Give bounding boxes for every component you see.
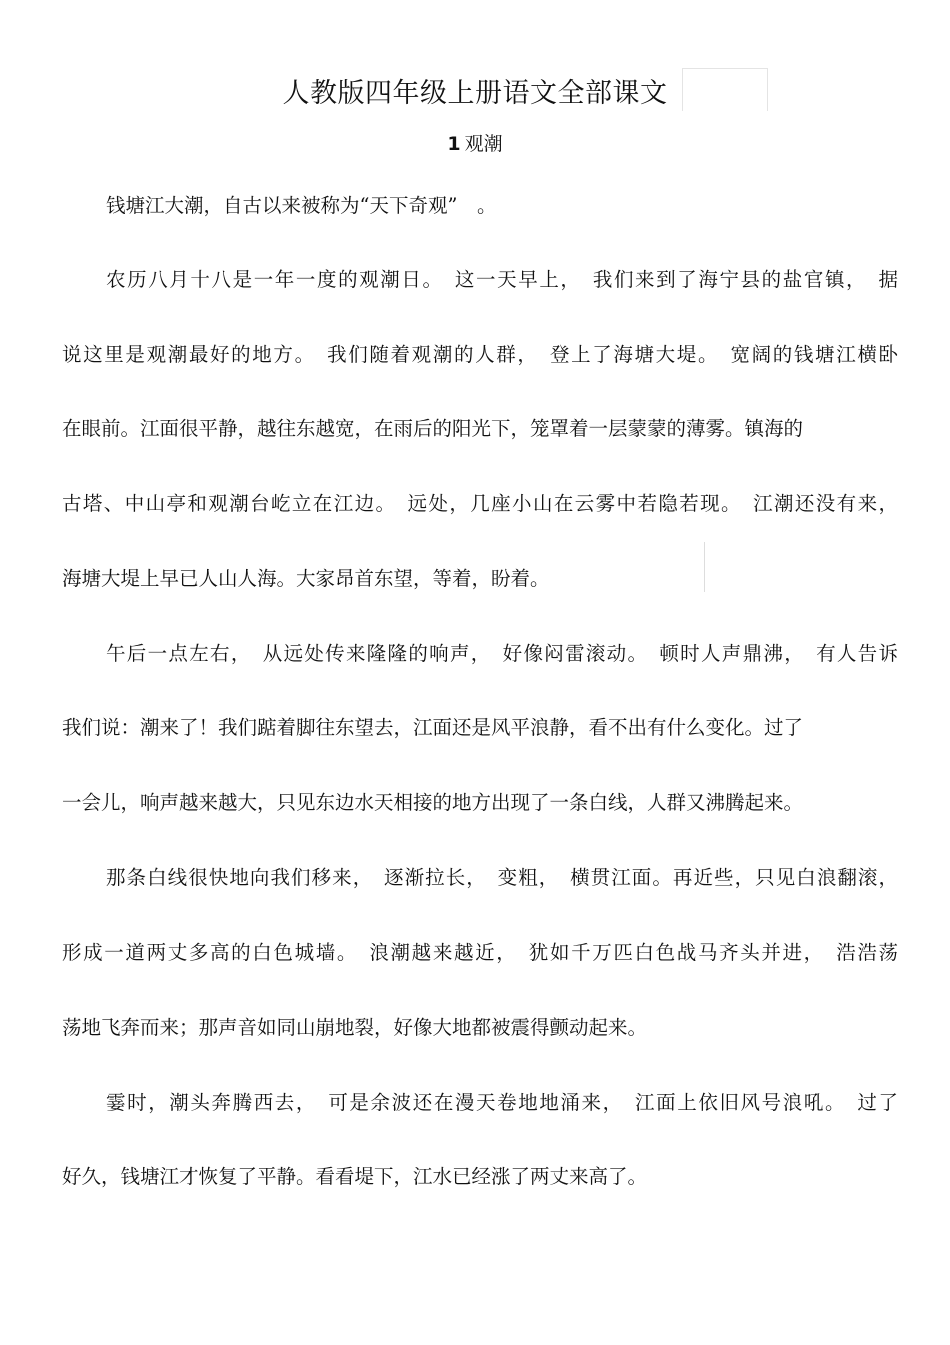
text-line: 午后一点左右， 从远处传来隆隆的响声， 好像闷雷滚动。 顿时人声鼎沸， 有人告诉: [106, 642, 898, 665]
lesson-number: 1: [447, 133, 461, 155]
lesson-name: 观潮: [464, 133, 503, 155]
page-title: 人教版四年级上册语文全部课文: [282, 78, 668, 109]
text-line: 霎时，潮头奔腾西去， 可是余波还在漫天卷地地涌来， 江面上依旧风号浪吼。 过了: [106, 1091, 898, 1114]
text-line: 我们说：潮来了！我们踮着脚往东望去，江面还是风平浪静，看不出有什么变化。过了: [62, 716, 804, 739]
text-line: 好久，钱塘江才恢复了平静。看看堤下，江水已经涨了两丈来高了。: [62, 1165, 648, 1188]
text-line: 荡地飞奔而来；那声音如同山崩地裂，好像大地都被震得颤动起来。: [62, 1016, 648, 1039]
text-line: 一会儿，响声越来越大，只见东边水天相接的地方出现了一条白线，人群又沸腾起来。: [62, 791, 804, 814]
text-line: 那条白线很快地向我们移来， 逐渐拉长， 变粗， 横贯江面。再近些，只见白浪翻滚，: [106, 866, 898, 889]
text-line: 钱塘江大潮，自古以来被称为“天下奇观” 。: [106, 194, 497, 217]
text-line: 海塘大堤上早已人山人海。大家昂首东望，等着，盼着。: [62, 567, 550, 590]
text-line: 说这里是观潮最好的地方。 我们随着观潮的人群， 登上了海塘大堤。 宽阔的钱塘江横卧: [62, 343, 898, 366]
decorative-frame: [682, 68, 768, 111]
lesson-heading: [0, 130, 950, 158]
margin-rule: [704, 542, 705, 592]
text-line: 在眼前。江面很平静，越往东越宽，在雨后的阳光下，笼罩着一层蒙蒙的薄雾。镇海的: [62, 417, 804, 440]
text-line: 农历八月十八是一年一度的观潮日。 这一天早上， 我们来到了海宁县的盐官镇， 据: [106, 268, 898, 291]
text-line: 形成一道两丈多高的白色城墙。 浪潮越来越近， 犹如千万匹白色战马齐头并进， 浩浩荡: [62, 941, 898, 964]
text-line: 古塔、中山亭和观潮台屹立在江边。 远处，几座小山在云雾中若隐若现。 江潮还没有来，: [62, 492, 898, 515]
